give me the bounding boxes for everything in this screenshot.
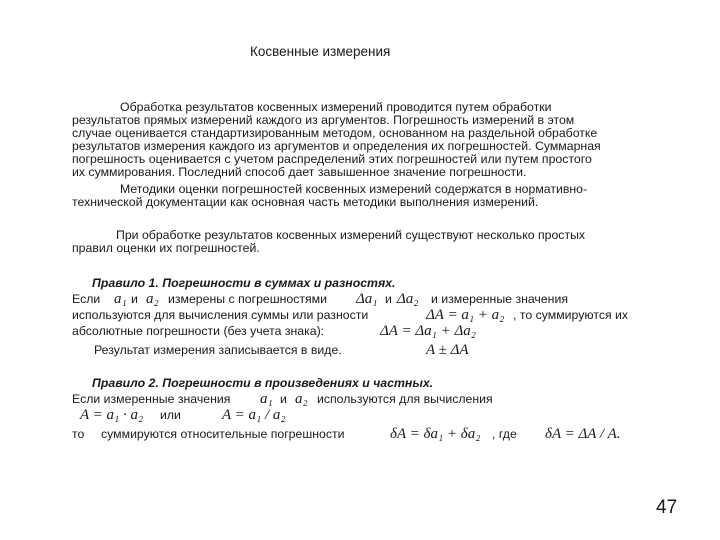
rule-2-text-used: используются для вычисления — [317, 392, 493, 406]
slide-title: Косвенные измерения — [250, 44, 391, 59]
formula-result: A ± ΔA — [426, 342, 469, 358]
rule-1-heading: Правило 1. Погрешности в суммах и разностях. — [92, 276, 396, 290]
rule-1-text-used: используются для вычисления суммы или разности — [72, 308, 369, 322]
formula-delta-a1: Δa₁ — [356, 291, 378, 307]
page-number: 47 — [656, 497, 678, 518]
formula-a2: a₂ — [146, 291, 159, 307]
rule-1-text-and-2: и — [385, 292, 392, 306]
rule-2-text-then: то — [72, 427, 85, 441]
paragraph-1-line-5: погрешность оценивается с учетом распределений этих погрешностей или путем простого — [72, 152, 592, 166]
paragraph-1-line-3: случае оценивается стандартизированным методом, основанном на раздельной обработке — [72, 126, 598, 140]
rule-1-text-and: и — [131, 292, 138, 306]
rule-1-text-measured: измерены с погрешностями — [168, 292, 328, 306]
paragraph-3-line-1: При обработке результатов косвенных измерений существуют несколько простых — [116, 228, 586, 242]
paragraph-1-line-1: Обработка результатов косвенных измерений проводится путем обработки — [120, 100, 552, 114]
rule-1-text-summed: , то суммируются их — [513, 308, 629, 322]
formula-a2-r2: a₂ — [295, 391, 308, 407]
paragraph-1-line-4: результатов измерения каждого из аргументов и определения их погрешностей. Суммарная — [72, 139, 601, 153]
formula-product: A = a₁ · a₂ — [80, 407, 144, 423]
rule-2-text-relative: суммируются относительные погрешности — [101, 427, 345, 441]
paragraph-3-line-2: правил оценки их погрешностей. — [72, 241, 260, 255]
paragraph-2-line-1: Методики оценки погрешностей косвенных измерений содержатся в нормативно- — [120, 182, 588, 196]
rule-2-text-where: , где — [492, 427, 517, 441]
rule-2-heading: Правило 2. Погрешности в произведениях и частных. — [92, 376, 434, 390]
rule-1-text-result: Результат измерения записывается в виде. — [94, 343, 342, 357]
rule-1-text-values: и измеренные значения — [431, 292, 569, 306]
formula-delta-a2: Δa₂ — [397, 291, 419, 307]
formula-sum: ΔA = a₁ + a₂ — [426, 307, 505, 323]
formula-a1: a₁ — [114, 291, 127, 307]
rule-2-text-or: или — [160, 408, 181, 422]
rule-2-text-if: Если измеренные значения — [72, 392, 231, 406]
formula-relative-sum: δA = δa₁ + δa₂ — [390, 426, 481, 442]
rule-1-text-absolute: абсолютные погрешности (без учета знака): — [72, 324, 325, 338]
paragraph-1-line-6: их суммирования. Последний способ дает завышенное значение погрешности. — [72, 165, 527, 179]
formula-relative-def: δA = ΔA / A. — [545, 426, 621, 442]
formula-quotient: A = a₁ / a₂ — [222, 407, 286, 423]
formula-delta-sum: ΔA = Δa₁ + Δa₂ — [380, 323, 476, 339]
formula-a1-r2: a₁ — [260, 391, 273, 407]
rule-1-text-if: Если — [72, 292, 101, 306]
paragraph-2-line-2: технической документации как основная часть методики выполнения измерений. — [72, 195, 539, 209]
rule-2-text-and: и — [280, 392, 287, 406]
paragraph-1-line-2: результатов прямых измерений каждого из аргументов. Погрешность измерений в этом — [72, 113, 575, 127]
